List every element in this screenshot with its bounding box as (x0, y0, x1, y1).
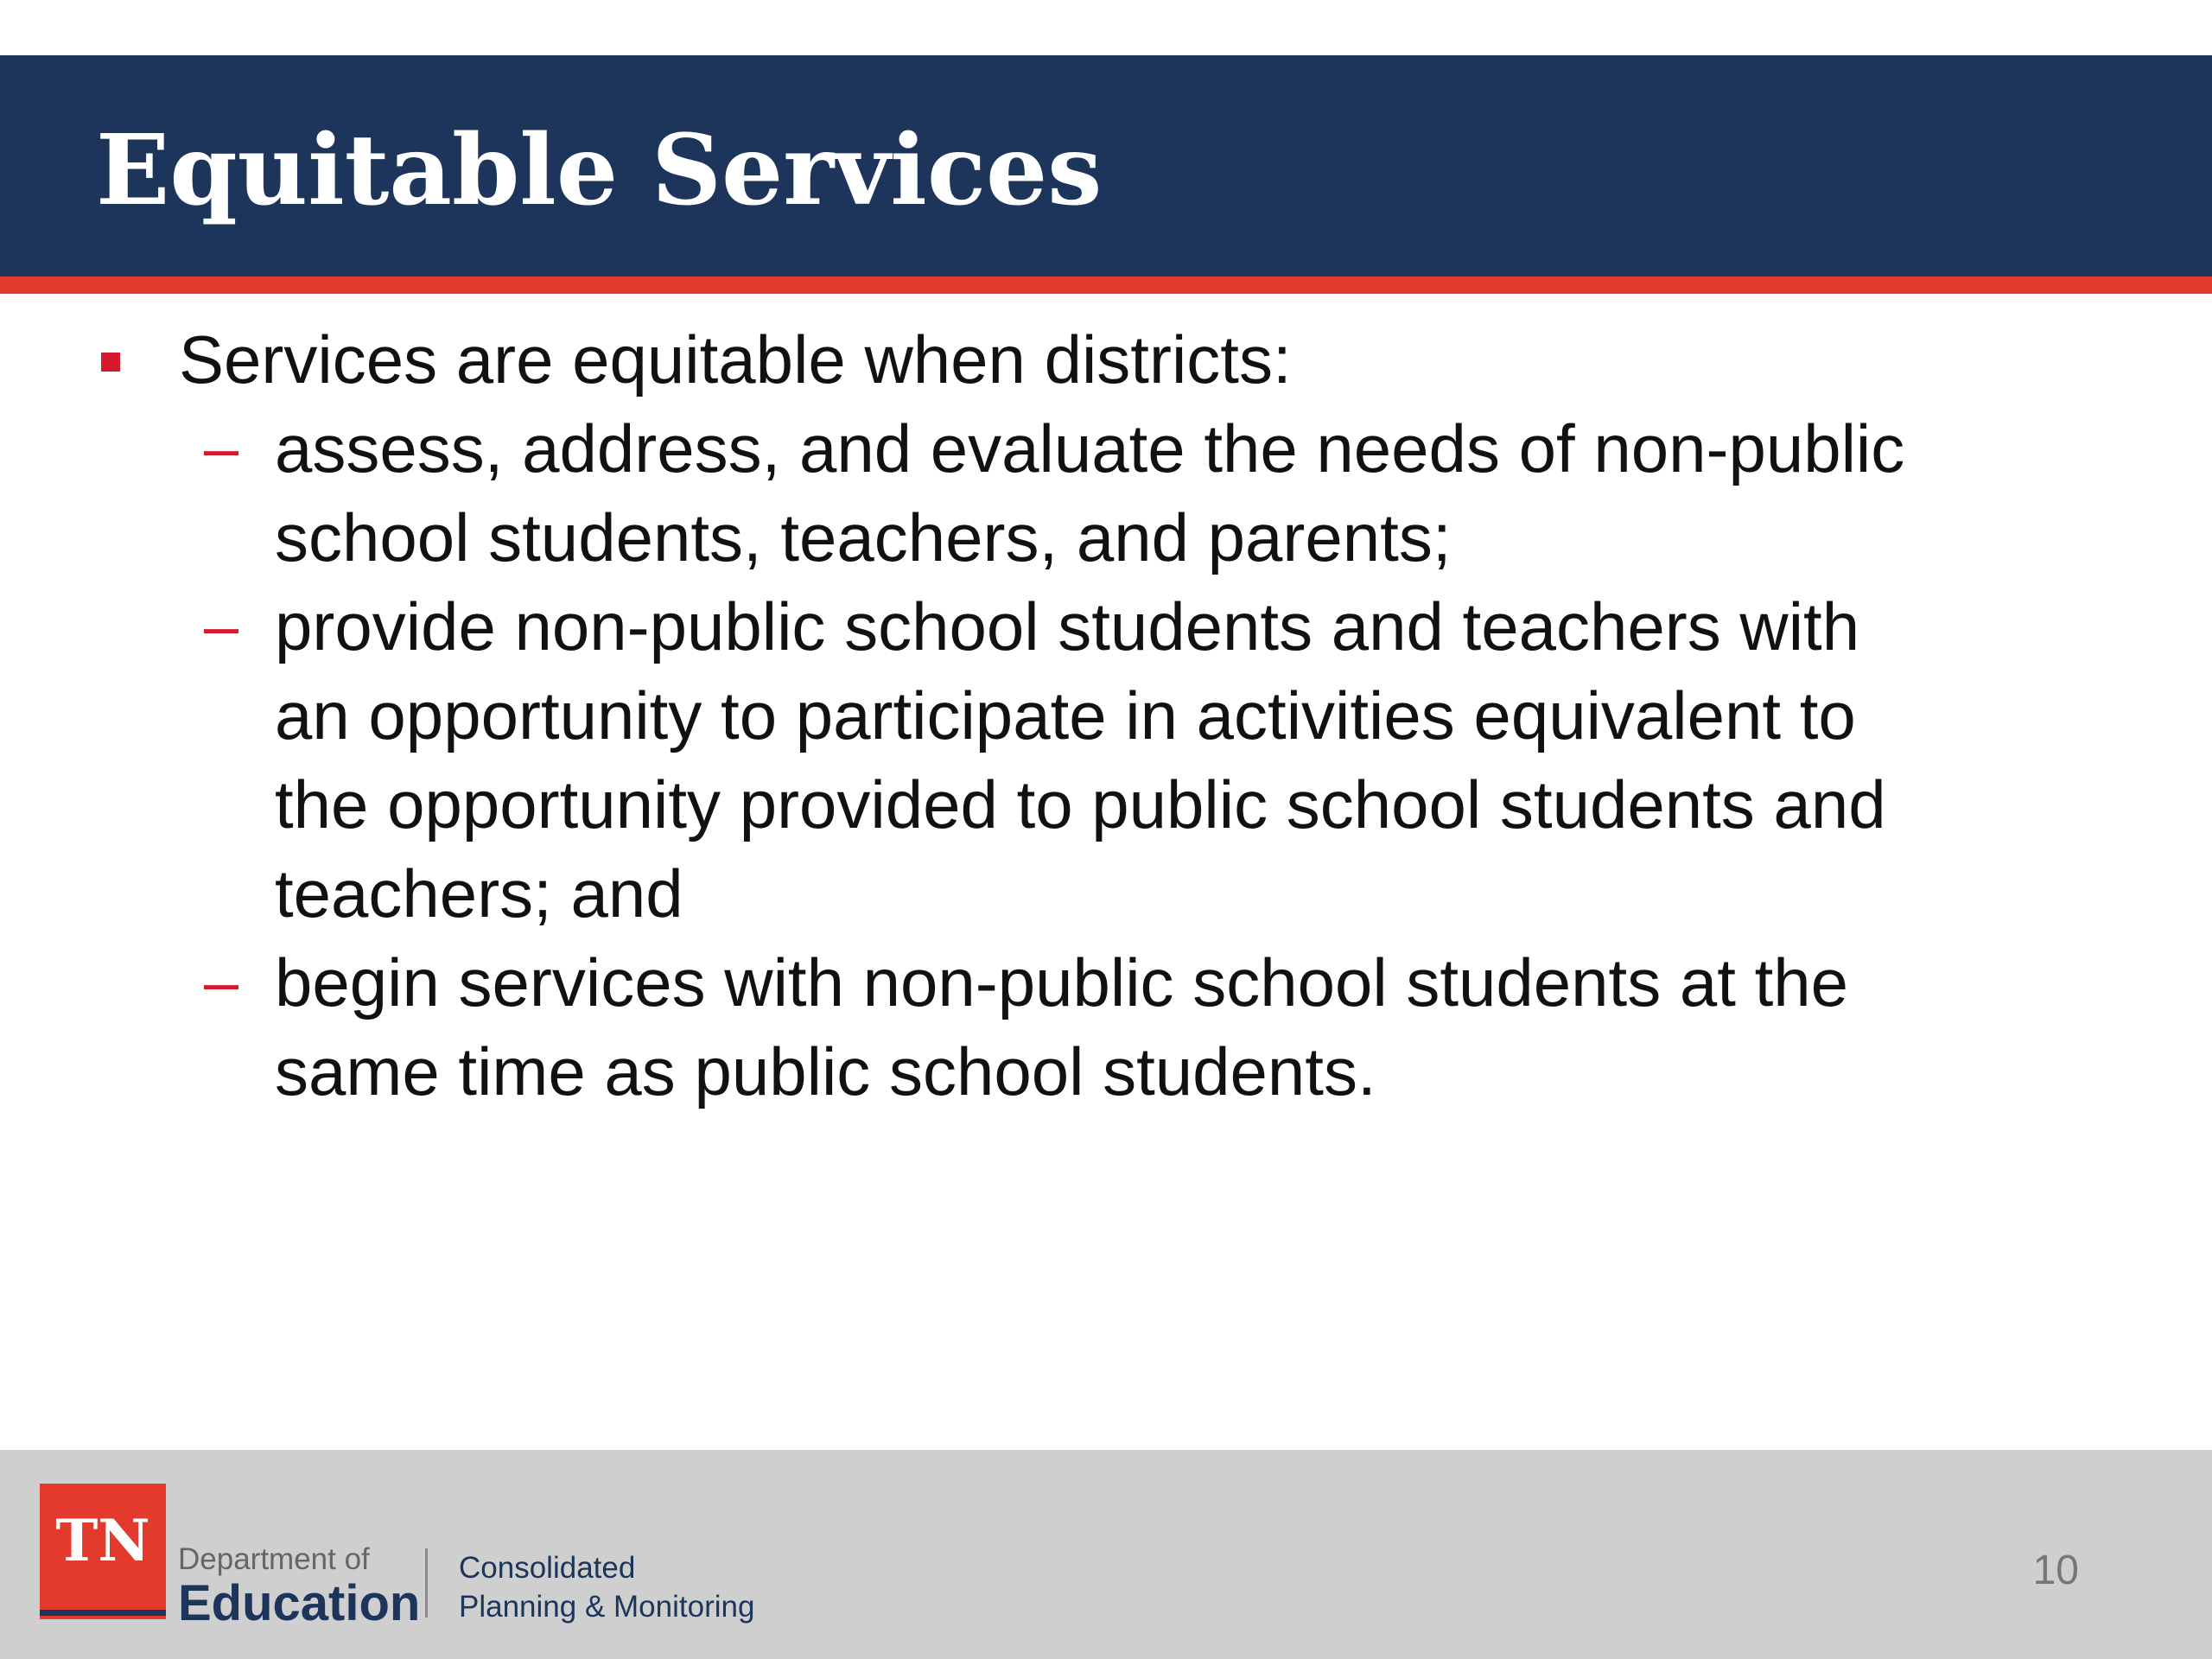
tn-logo-text: TN (55, 1507, 150, 1574)
tn-logo-base-red (40, 1616, 166, 1619)
sub-bullet-text (275, 938, 1848, 1116)
dash-bullet-icon: – (204, 948, 239, 1017)
program-label-line1: Consolidated (459, 1551, 636, 1585)
sub-bullet-line: teachers; and (275, 855, 683, 931)
sub-bullet-text (275, 404, 1904, 582)
program-label-line2: Planning & Monitoring (459, 1590, 755, 1624)
title-accent-stripe (0, 276, 2212, 294)
slide-footer (0, 1450, 2212, 1659)
slide-content (0, 315, 2212, 1439)
sub-bullet-item-2 (0, 582, 2160, 938)
sub-bullet-line: begin services with non-public school students at the (275, 944, 1849, 1020)
dash-bullet-icon: – (204, 414, 239, 483)
dash-bullet-icon: – (204, 592, 239, 661)
department-label: Department of (178, 1542, 370, 1576)
main-bullet-item (0, 315, 2160, 404)
sub-bullet-item-1 (0, 404, 2160, 582)
sub-bullet-line: the opportunity provided to public school students and (275, 766, 1886, 842)
sub-bullet-text (275, 582, 1886, 938)
sub-bullet-line: same time as public school students. (275, 1033, 1376, 1109)
sub-bullet-line: provide non-public school students and teachers with (275, 588, 1860, 664)
sub-bullet-line: assess, address, and evaluate the needs of non-public (275, 410, 1905, 486)
main-bullet-text: Services are equitable when districts: (179, 321, 1292, 397)
sub-bullet-line: school students, teachers, and parents; (275, 499, 1452, 575)
page-number: 10 (2032, 1548, 2079, 1593)
logo-divider (425, 1548, 428, 1618)
sub-bullet-line: an opportunity to participate in activities equivalent to (275, 677, 1856, 753)
education-label: Education (178, 1575, 421, 1631)
sub-bullet-item-3 (0, 938, 2160, 1116)
square-bullet-icon (101, 353, 120, 372)
slide-title: Equitable Services (96, 114, 1103, 227)
tn-logo-icon (40, 1484, 166, 1624)
tn-logo-base-blue (40, 1610, 166, 1616)
